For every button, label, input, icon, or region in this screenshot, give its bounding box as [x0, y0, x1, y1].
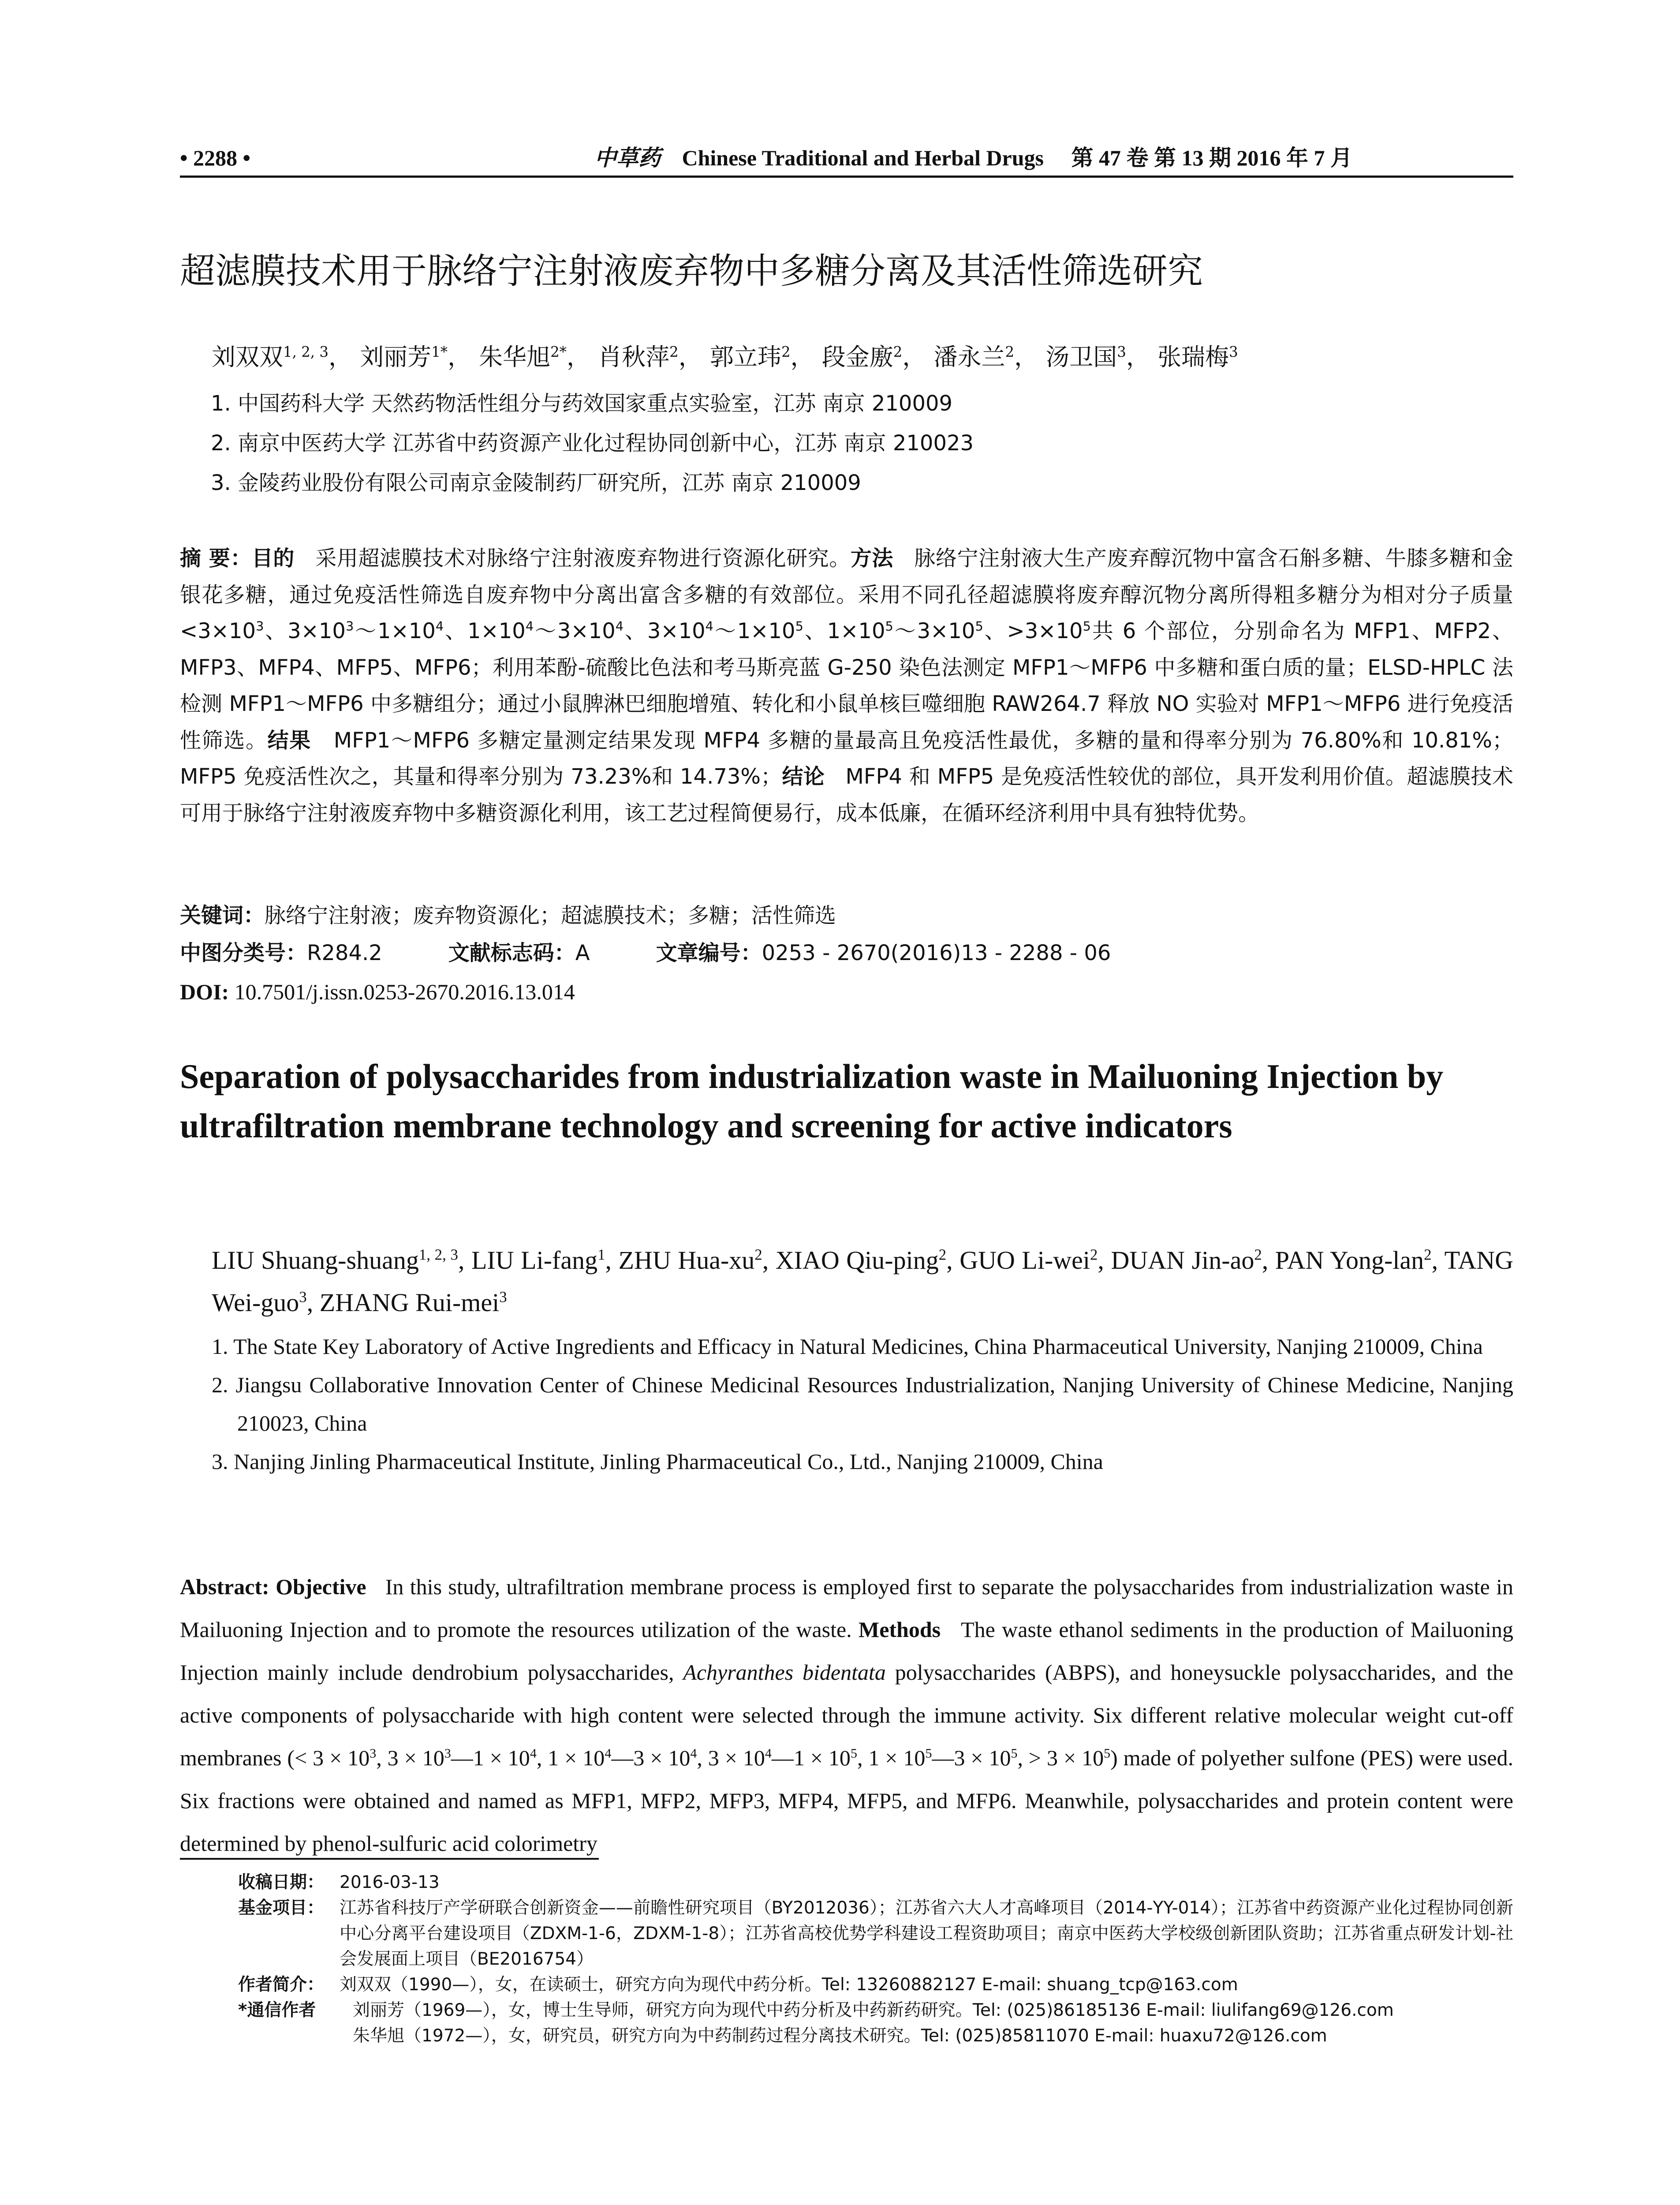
- author: 肖秋萍: [598, 343, 670, 371]
- author-affil-mark: 2: [1005, 344, 1015, 360]
- affiliation: 3. 金陵药业股份有限公司南京金陵制药厂研究所，江苏 南京 210009: [211, 471, 861, 495]
- abstract-label: 摘 要：: [180, 546, 252, 571]
- affiliation: 3. Nanjing Jinling Pharmaceutical Institute, Jinling Pharmaceutical Co., Ltd., Nanjing 210009, China: [212, 1449, 1103, 1474]
- author: 潘永兰: [933, 343, 1005, 371]
- author: 刘丽芳: [360, 343, 432, 371]
- english-affiliations: [212, 1327, 1513, 1481]
- author-affil-mark: 2: [669, 344, 679, 360]
- running-header: [180, 140, 1513, 178]
- affiliation: 2. 南京中医药大学 江苏省中药资源产业化过程协同创新中心，江苏 南京 210023: [211, 431, 974, 456]
- methods-label: 方法: [850, 546, 893, 571]
- chinese-title: 超滤膜技术用于脉络宁注射液废弃物中多糖分离及其活性筛选研究: [180, 250, 1203, 292]
- conclusion-label: 结论: [782, 764, 825, 789]
- chinese-affiliations: [211, 384, 1512, 503]
- journal-line: [594, 140, 1352, 176]
- author-affil-mark: 3: [1229, 344, 1238, 360]
- author: 张瑞梅: [1157, 343, 1229, 371]
- english-title: Separation of polysaccharides from industrialization waste in Mailuoning Injection by ultrafiltration membrane technology and screening for active indicators: [180, 1057, 1444, 1145]
- affiliation: 1. 中国药科大学 天然药物活性组分与药效国家重点实验室，江苏 南京 210009: [211, 391, 953, 416]
- footnote-author-bio: 作者简介： 刘双双（1990—），女，在读硕士，研究方向为现代中药分析。Tel: 13260882127 E-mail: shuang_tcp@163.com: [238, 1975, 1238, 1995]
- author-affil-mark: 3: [1117, 344, 1126, 360]
- affiliation: 1. The State Key Laboratory of Active Ingredients and Efficacy in Natural Medicines, China Pharmaceutical University, Nanjing 210009, China: [212, 1334, 1483, 1359]
- author: 刘双双: [212, 343, 283, 371]
- doi-link[interactable]: 10.7501/j.issn.0253-2670.2016.13.014: [234, 979, 575, 1004]
- author: 段金廒: [821, 343, 893, 371]
- footnotes: [238, 1870, 1513, 2049]
- footnote-received: 收稿日期： 2016-03-13: [238, 1872, 440, 1892]
- author-affil-mark: 1, 2, 3: [283, 344, 329, 360]
- species-name: Achyranthes bidentata: [683, 1660, 886, 1685]
- chinese-keywords: 关键词：脉络宁注射液；废弃物资源化；超滤膜技术；多糖；活性筛选: [180, 903, 836, 928]
- results-label: 结果: [267, 728, 311, 753]
- classification-line: 中图分类号：R284.2 文献标志码：A 文章编号：0253 - 2670(2016)13 - 2288 - 06: [180, 941, 1111, 965]
- chinese-abstract: 摘 要：目的 采用超滤膜技术对脉络宁注射液废弃物进行资源化研究。方法 脉络宁注射液大生产废弃醇沉物中富含石斛多糖、牛膝多糖和金银花多糖，通过免疫活性筛选自废弃物中分离出富含多糖的有效部位。采用不同孔径超滤膜将废弃醇沉物分离所得粗多糖分为相对分子质量$<3\times 10^3$、$3\times 10^3\sim 1\times 10^4$、$1\times 10^4\sim 3\times 10^4$、$3\times 10^4\sim 1\times 10^5$、$1\times 10^5\sim 3\times 10^5$、$>3\times 10^5$共 6 个部位，分别命名为 MFP1、MFP2、MFP3、MFP4、MFP5、MFP6；利用苯酚-硫酸比色法和考马斯亮蓝 G-250 染色法测定 MFP1～MFP6 中多糖和蛋白质的量；ELSD-HPLC 法检测 MFP1～MFP6 中多糖组分；通过小鼠脾淋巴细胞增殖、转化和小鼠单核巨噬细胞 RAW264.7 释放 NO 实验对 MFP1～MFP6 进行免疫活性筛选。结果 MFP1～MFP6 多糖定量测定结果发现 MFP4 多糖的量最高且免疫活性最优，多糖的量和得率分别为 76.80%和 10.81%；MFP5 免疫活性次之，其量和得率分别为 73.23%和 14.73%；结论 MFP4 和 MFP5 是免疫活性较优的部位，具开发利用价值。超滤膜技术可用于脉络宁注射液废弃物中多糖资源化利用，该工艺过程简便易行，成本低廉，在循环经济利用中具有独特优势。: [180, 546, 1514, 826]
- english-abstract: Abstract: Objective In this study, ultrafiltration membrane process is employed first to separate the polysaccharides from industrialization waste in Mailuoning Injection and to promote the resources utilization of the waste. Methods The waste ethanol sediments in the production of Mailuoning Injection mainly include dendrobium polysaccharides, Achyranthes bidentata polysaccharides (ABPS), and honeysuckle polysaccharides, and the active components of polysaccharide with high content were selected through the immune activity. Six different relative molecular weight cut-off membranes (< $3 \times 10^3$, $3 \times 10^3—1 \times 10^4$, $1 \times 10^4—3 \times 10^4$, $3 \times 10^4—1 \times 10^5$, $1 \times 10^5—3 \times 10^5$, > $3 \times 10^5$) made of polyether sulfone (PES) were used. Six fractions were obtained and named as MFP1, MFP2, MFP3, MFP4, MFP5, and MFP6. Meanwhile, polysaccharides and protein content were determined by phenol-sulfuric acid colorimetry: [180, 1574, 1514, 1856]
- author: 朱华旭: [479, 343, 551, 371]
- affiliation: 2. Jiangsu Collaborative Innovation Center of Chinese Medicinal Resources Industrialization, Nanjing University of Chinese Medicine, Nanjing 210023, China: [212, 1372, 1513, 1435]
- author-affil-mark: 2: [781, 344, 791, 360]
- chinese-authors: 刘双双$^{1, 2, 3}$， 刘丽芳$^{1*}$， 朱华旭$^{2*}$， 肖秋萍$^2$， 郭立玮$^2$， 段金廒$^2$， 潘永兰$^2$， 汤卫国$^3$， 张瑞梅$^3$: [212, 343, 1238, 371]
- author-affil-mark: 2: [893, 344, 903, 360]
- objective-label: 目的: [251, 546, 295, 571]
- author-affil-mark: 2*: [550, 344, 567, 360]
- abstract-objective-label: Abstract: Objective: [180, 1574, 366, 1599]
- footnote-rule: [180, 1858, 599, 1860]
- footnote-corresponding: *通信作者 刘丽芳（1969—），女，博士生导师，研究方向为现代中药分析及中药新药研究。Tel: (025)86185136 E-mail: liulifang69@126.com 朱华旭（1972—），女，研究员，研究方向为中药制药过程分离技术研究。Tel: (025)85811070 E-mail: huaxu72@126.com: [238, 2000, 1394, 2046]
- doi-line: DOI: 10.7501/j.issn.0253-2670.2016.13.014: [180, 979, 575, 1004]
- english-authors: LIU Shuang-shuang$^{1, 2, 3}$, LIU Li-fang$^1$, ZHU Hua-$xu^2$, XIAO Qiu-ping$^2$, GUO Li-wei$^2$, DUAN Jin-$ao^2$, PAN Yong-lan$^2$, TANG Wei-guo$^3$, ZHANG Rui-mei$^3$: [212, 1246, 1514, 1317]
- journal-logo: 中草药: [594, 145, 661, 171]
- author: 汤卫国: [1045, 343, 1117, 371]
- author-affil-mark: 1*: [431, 344, 448, 360]
- journal-english-name: Chinese Traditional and Herbal Drugs: [682, 146, 1044, 170]
- author: 郭立玮: [709, 343, 781, 371]
- footnote-funding: 基金项目： 江苏省科技厅产学研联合创新资金——前瞻性研究项目（BY2012036）；江苏省六大人才高峰项目（2014-YY-014）；江苏省中药资源产业化过程协同创新中心分离平台建设项目（ZDXM-1-6，ZDXM-1-8）；江苏省高校优势学科建设工程资助项目；南京中医药大学校级创新团队资助；江苏省重点研发计划-社会发展面上项目（BE2016754）: [238, 1898, 1513, 1969]
- methods-label: Methods: [859, 1617, 941, 1642]
- journal-issue: 第 47 卷 第 13 期 2016 年 7 月: [1071, 146, 1352, 170]
- page-number: • 2288 •: [180, 146, 251, 170]
